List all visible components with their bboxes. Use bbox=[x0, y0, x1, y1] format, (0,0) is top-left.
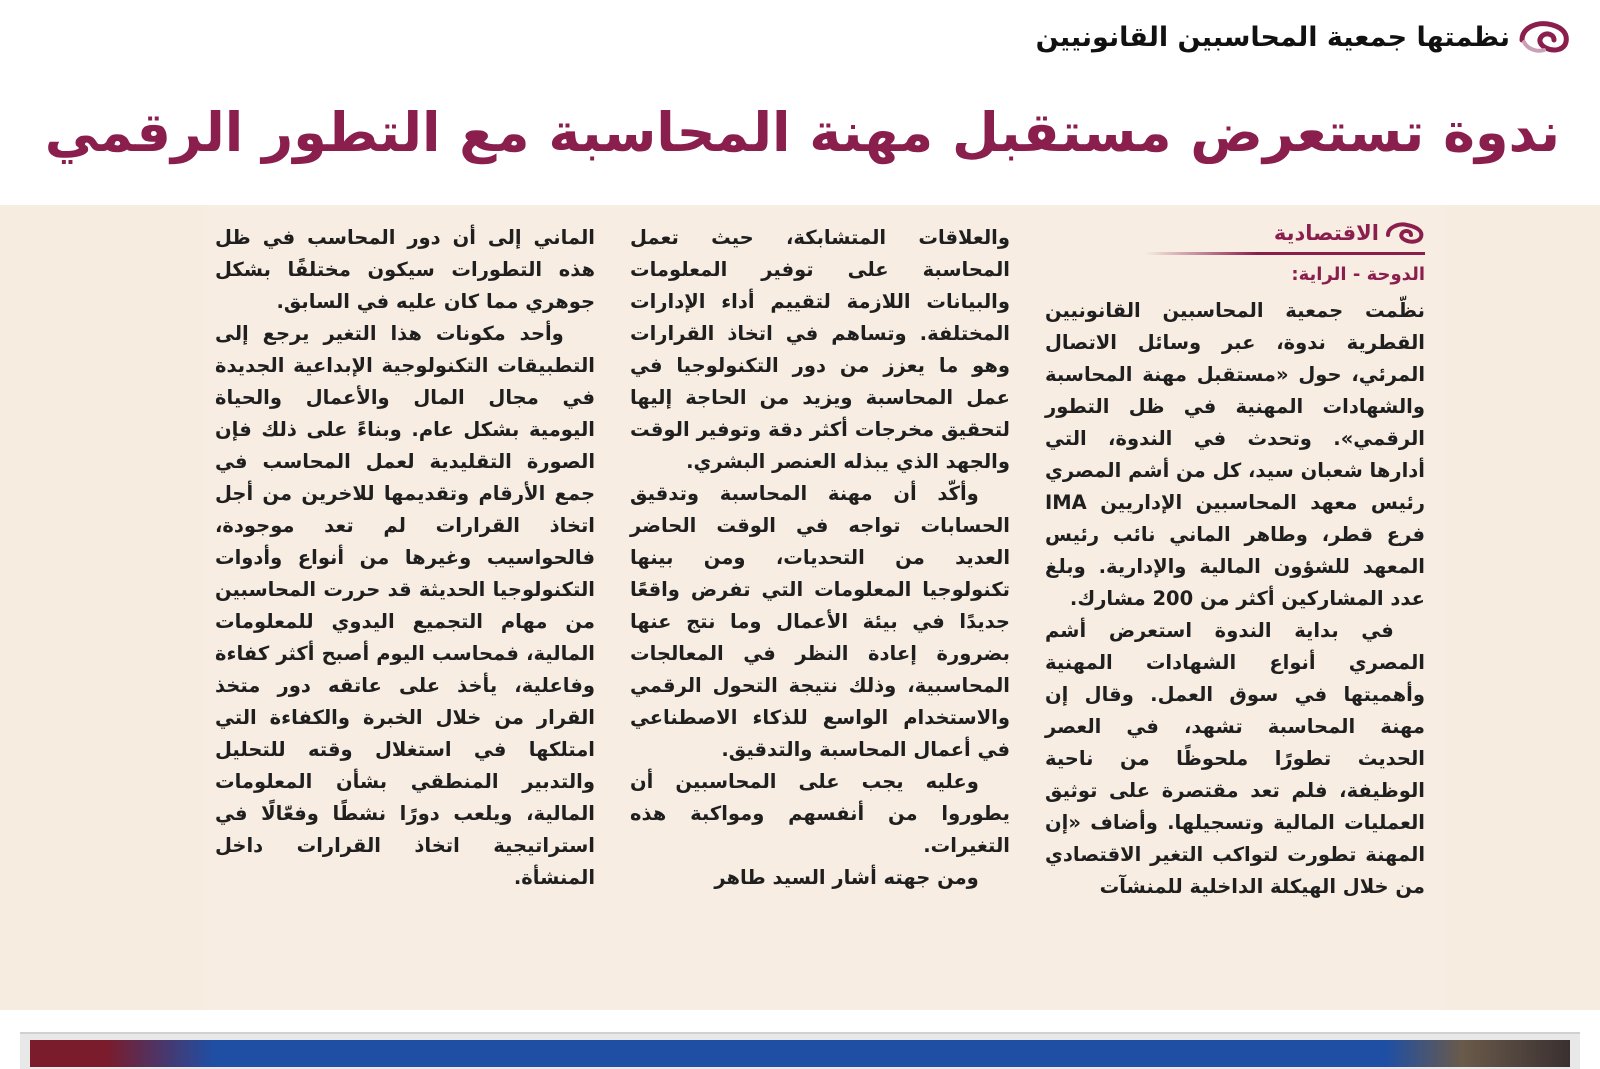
kicker-text: نظمتها جمعية المحاسبين القانونيين bbox=[1035, 21, 1510, 53]
article-column-middle bbox=[630, 222, 1010, 894]
paragraph: والعلاقات المتشابكة، حيث تعمل المحاسبة على توفير المعلومات والبيانات اللازمة لتقييم أداء الإدارات المختلفة. وتساهم في اتخاذ القرارات وهو ما يعزز من دور التكنولوجيا في عمل المحاسبة ويزيد من الحاجة إليها لتحقيق مخرجات أكثر دقة وتوفير الوقت والجهد الذي يبذله العنصر البشري. bbox=[630, 226, 1010, 473]
event-photo bbox=[30, 1040, 1570, 1067]
paragraph: وأحد مكونات هذا التغير يرجع إلى التطبيقات التكنولوجية الإبداعية الجديدة في مجال المال والأعمال والحياة اليومية بشكل عام. وبناءً على ذلك فإن الصورة التقليدية لعمل المحاسب في جمع الأرقام وتقديمها للاخرين من أجل اتخاذ القرارات لم تعد موجودة، فالحواسيب وغيرها من أنواع وأدوات التكنولوجيا الحديثة قد حررت المحاسبين من مهام التجميع اليدوي للمعلومات المالية، فمحاسب اليوم أصبح أكثر كفاءة وفاعلية، يأخذ على عاتقه دور متخذ القرار من خلال الخبرة والكفاءة التي امتلكها في استغلال وقته للتحليل والتدبير المنطقي بشأن المعلومات المالية، ويلعب دورًا نشطًا وفعّالًا في استراتيجية اتخاذ القرارات داخل المنشأة. bbox=[215, 322, 595, 889]
dateline: الدوحة - الراية: bbox=[1291, 264, 1425, 285]
paragraph: ومن جهته أشار السيد طاهر bbox=[714, 866, 979, 889]
paragraph: الماني إلى أن دور المحاسب في ظل هذه التطورات سيكون مختلفًا بشكل جوهري مما كان عليه في السابق. bbox=[215, 226, 595, 313]
section-logo-icon bbox=[1385, 221, 1425, 245]
raya-logo-icon bbox=[1518, 18, 1570, 56]
article-column-left bbox=[215, 222, 595, 894]
paragraph: وعليه يجب على المحاسبين أن يطوروا من أنفسهم ومواكبة هذه التغيرات. bbox=[630, 770, 1010, 857]
headline: ندوة تستعرض مستقبل مهنة المحاسبة مع التطور الرقمي bbox=[44, 101, 1560, 164]
paragraph: وأكّد أن مهنة المحاسبة وتدقيق الحسابات تواجه في الوقت الحاضر العديد من التحديات، ومن بينها تكنولوجيا المعلومات التي تفرض واقعًا جديدًا في بيئة الأعمال وما نتج عنها بضرورة إعادة النظر في المعالجات المحاسبية، وذلك نتيجة التحول الرقمي والاستخدام الواسع للذكاء الاصطناعي في أعمال المحاسبة والتدقيق. bbox=[630, 482, 1010, 761]
section-label: الاقتصادية bbox=[1273, 221, 1379, 245]
article-header bbox=[0, 0, 1600, 205]
paragraph: نظّمت جمعية المحاسبين القانونيين القطرية ندوة، عبر وسائل الاتصال المرئي، حول «مستقبل مهنة المحاسبة والشهادات المهنية في ظل التطور الرقمي». وتحدث في الندوة، التي أدارها شعبان سيد، كل من أشم المصري رئيس معهد المحاسبين الإداريين IMA فرع قطر، وطاهر الماني نائب رئيس المعهد للشؤون المالية والإدارية. وبلغ عدد المشاركين أكثر من 200 مشارك. bbox=[1045, 299, 1425, 610]
section-rule bbox=[1145, 252, 1425, 255]
section-tag bbox=[1045, 218, 1425, 248]
paragraph: في بداية الندوة استعرض أشم المصري أنواع الشهادات المهنية وأهميتها في سوق العمل. وقال إن مهنة المحاسبة تشهد، في العصر الحديث تطورًا ملحوظًا من ناحية الوظيفة، فلم تعد مقتصرة على توثيق العمليات المالية وتسجيلها. وأضاف «إن المهنة تطورت لتواكب التغير الاقتصادي من خلال الهيكلة الداخلية للمنشآت bbox=[1045, 619, 1425, 898]
article-column-right bbox=[1045, 218, 1425, 903]
kicker-row bbox=[1036, 18, 1570, 56]
